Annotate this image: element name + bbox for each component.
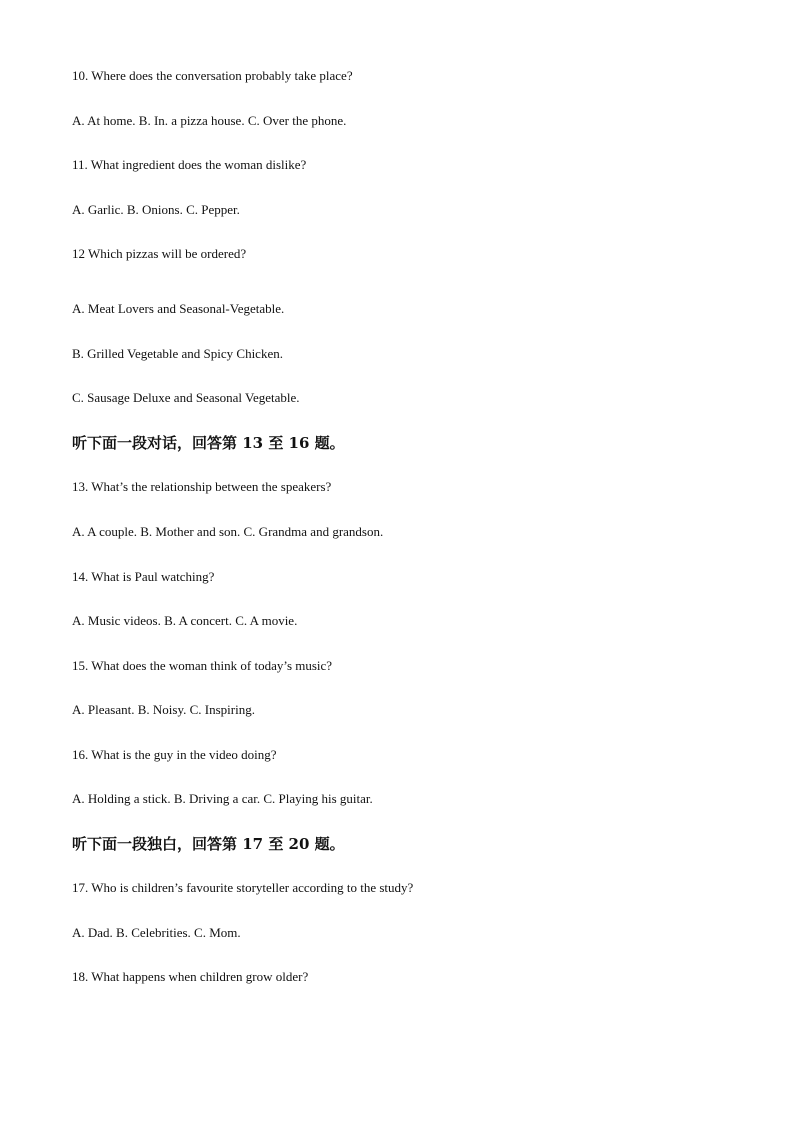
question-16: 16. What is the guy in the video doing? xyxy=(72,747,277,762)
options-17: A. Dad. B. Celebrities. C. Mom. xyxy=(72,925,241,940)
options-14: A. Music videos. B. A concert. C. A movie. xyxy=(72,613,298,628)
section-heading-17-20: 听下面一段独白，回答第 17 至 20 题。 xyxy=(72,835,345,853)
question-14: 14. What is Paul watching? xyxy=(72,569,215,584)
options-10: A. At home. B. In. a pizza house. C. Over the phone. xyxy=(72,113,347,128)
section-heading-13-16: 听下面一段对话，回答第 13 至 16 题。 xyxy=(72,434,345,452)
options-15: A. Pleasant. B. Noisy. C. Inspiring. xyxy=(72,702,255,717)
question-13: 13. What’s the relationship between the speakers? xyxy=(72,479,332,494)
question-15: 15. What does the woman think of today’s music? xyxy=(72,658,333,673)
options-11: A. Garlic. B. Onions. C. Pepper. xyxy=(72,202,240,217)
option-12-a: A. Meat Lovers and Seasonal-Vegetable. xyxy=(72,301,285,316)
question-18: 18. What happens when children grow older? xyxy=(72,969,309,984)
option-12-b: B. Grilled Vegetable and Spicy Chicken. xyxy=(72,346,283,361)
option-12-c: C. Sausage Deluxe and Seasonal Vegetable. xyxy=(72,390,300,405)
question-12: 12 Which pizzas will be ordered? xyxy=(72,246,247,261)
question-11: 11. What ingredient does the woman dislike? xyxy=(72,157,307,172)
question-17: 17. Who is children’s favourite storyteller according to the study? xyxy=(72,880,414,895)
question-10: 10. Where does the conversation probably take place? xyxy=(72,68,353,83)
options-13: A. A couple. B. Mother and son. C. Grandma and grandson. xyxy=(72,524,384,539)
options-16: A. Holding a stick. B. Driving a car. C. Playing his guitar. xyxy=(72,791,373,806)
